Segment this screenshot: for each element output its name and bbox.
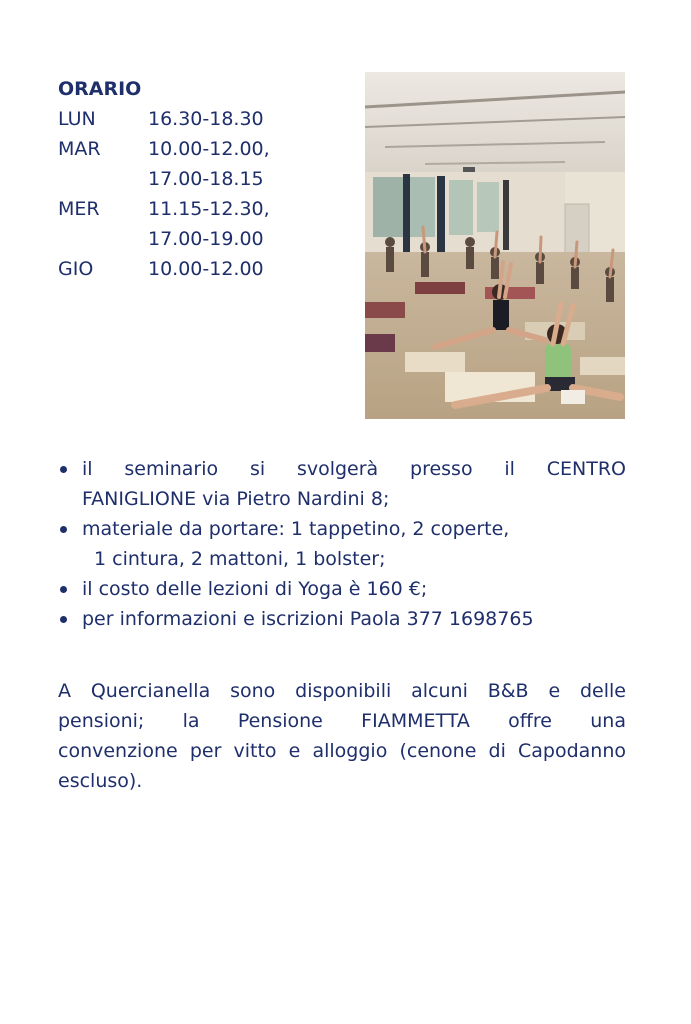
materials-line-1: materiale da portare: 1 tappetino, 2 coperte,: [82, 518, 510, 540]
yoga-class-photo: [365, 72, 625, 419]
schedule-row-mer: [58, 194, 348, 254]
schedule-times: [148, 134, 270, 194]
info-list: [58, 454, 626, 634]
schedule-title: ORARIO: [58, 78, 142, 100]
schedule-row-gio: [58, 254, 348, 284]
schedule: [58, 74, 348, 284]
schedule-times: [148, 194, 270, 254]
venue-line-1: il seminario si svolgerà presso il CENTRO: [82, 458, 626, 480]
schedule-day: MER: [58, 198, 100, 220]
schedule-time: 17.00-19.00: [148, 228, 264, 250]
accommodation-line-4: escluso).: [58, 770, 143, 792]
materials-line-2: 1 cintura, 2 mattoni, 1 bolster;: [94, 548, 386, 570]
schedule-day: MAR: [58, 138, 101, 160]
schedule-times: [148, 104, 264, 134]
schedule-times: [148, 254, 264, 284]
schedule-time: 16.30-18.30: [148, 108, 264, 130]
schedule-time: 17.00-18.15: [148, 168, 264, 190]
bullet-icon: [60, 526, 67, 533]
accommodation-line-3: convenzione per vitto e alloggio (cenone di Capodanno: [58, 740, 626, 762]
bullet-icon: [60, 466, 67, 473]
accommodation-line-2: pensioni; la Pensione FIAMMETTA offre una: [58, 710, 626, 732]
bullet-icon: [60, 586, 67, 593]
bullet-icon: [60, 616, 67, 623]
schedule-row-mar: [58, 134, 348, 194]
accommodation-paragraph: [58, 676, 626, 796]
accommodation-line-1: A Quercianella sono disponibili alcuni B&B e delle: [58, 680, 626, 702]
schedule-day: GIO: [58, 258, 94, 280]
info-text: per informazioni e iscrizioni Paola 377 1698765: [82, 608, 534, 630]
schedule-day: LUN: [58, 108, 96, 130]
list-item-materials: [58, 514, 626, 574]
schedule-time: 10.00-12.00,: [148, 138, 270, 160]
list-item-cost: [58, 574, 626, 604]
cost-text: il costo delle lezioni di Yoga è 160 €;: [82, 578, 428, 600]
yoga-class-illustration: [365, 72, 625, 419]
list-item-info: [58, 604, 626, 634]
schedule-row-lun: [58, 104, 348, 134]
list-item-venue: [58, 454, 626, 514]
venue-line-2: FANIGLIONE via Pietro Nardini 8;: [82, 488, 390, 510]
schedule-time: 11.15-12.30,: [148, 198, 270, 220]
schedule-time: 10.00-12.00: [148, 258, 264, 280]
